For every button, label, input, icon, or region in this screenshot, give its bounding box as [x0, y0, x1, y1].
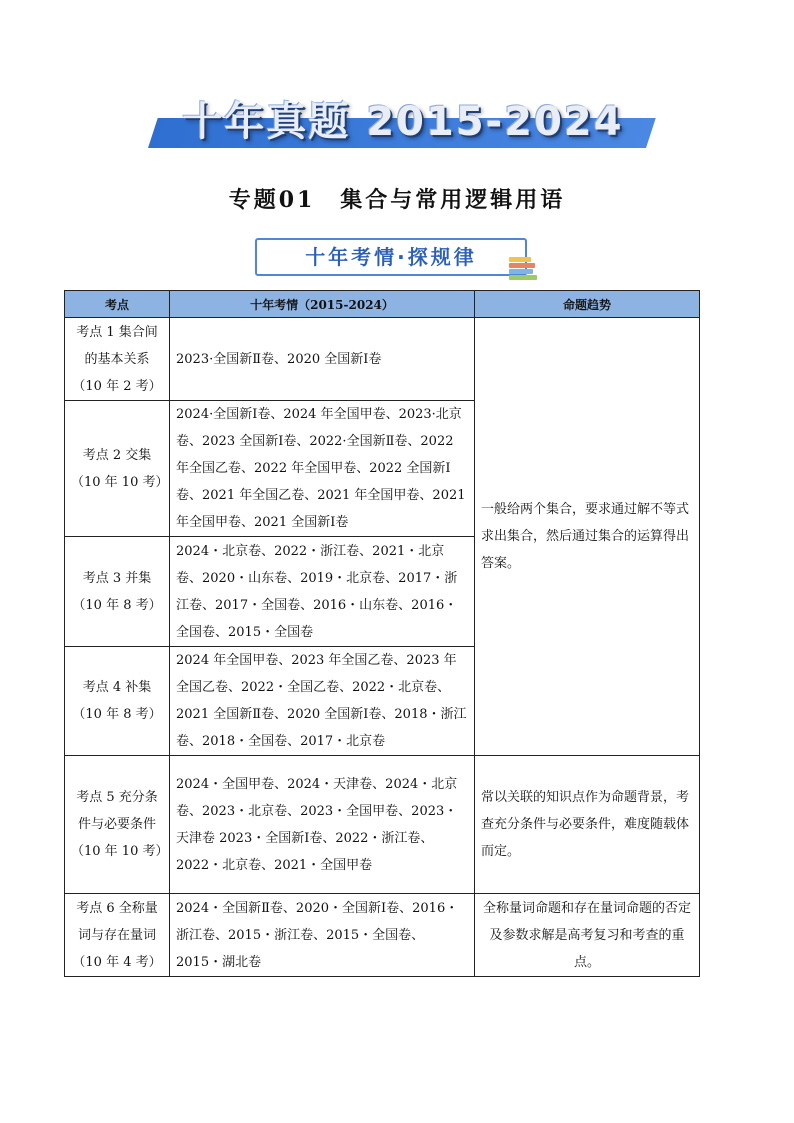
kaodian-cell: 考点 1 集合间的基本关系（10 年 2 考） [65, 318, 170, 401]
kaodian-cell: 考点 5 充分条件与必要条件（10 年 10 考） [65, 756, 170, 894]
years-cell: 2024・全国甲卷、2024・天津卷、2024・北京卷、2023・北京卷、2023・全国甲卷、2023・天津卷 2023・全国新Ⅰ卷、2022・浙江卷、2022・北京卷、2021・全国甲卷 [170, 756, 475, 894]
kaodian-cell: 考点 6 全称量词与存在量词（10 年 4 考） [65, 894, 170, 977]
subject-title: 专题01 集合与常用逻辑用语 [228, 187, 566, 213]
kaodian-cell: 考点 3 并集（10 年 8 考） [65, 537, 170, 647]
banner [148, 96, 646, 156]
section-label-box [255, 238, 527, 276]
years-cell: 2024·全国新Ⅰ卷、2024 年全国甲卷、2023·北京卷、2023 全国新Ⅰ卷、2022·全国新Ⅱ卷、2022 年全国乙卷、2022 年全国甲卷、2022 全国新Ⅰ卷、2021 年全国乙卷、2021 年全国甲卷、2021 年全国甲卷、2021 全国新Ⅰ卷 [170, 401, 475, 537]
trend-cell: 全称量词命题和存在量词命题的否定及参数求解是高考复习和考查的重点。 [475, 894, 700, 977]
years-cell: 2024・全国新Ⅱ卷、2020・全国新Ⅰ卷、2016・浙江卷、2015・浙江卷、2015・全国卷、2015・湖北卷 [170, 894, 475, 977]
table-row [65, 756, 700, 894]
table-row [65, 318, 700, 401]
years-cell: 2023·全国新Ⅱ卷、2020 全国新Ⅰ卷 [170, 318, 475, 401]
years-cell: 2024・北京卷、2022・浙江卷、2021・北京卷、2020・山东卷、2019・北京卷、2017・浙江卷、2017・全国卷、2016・山东卷、2016・全国卷、2015・全国卷 [170, 537, 475, 647]
books-icon [509, 257, 539, 279]
trend-cell: 一般给两个集合，要求通过解不等式求出集合，然后通过集合的运算得出答案。 [475, 318, 700, 756]
section-label: 十年考情·探规律 [305, 245, 477, 269]
kaodian-cell: 考点 4 补集（10 年 8 考） [65, 647, 170, 756]
header-trend: 命题趋势 [475, 291, 700, 318]
banner-title: 十年真题 2015-2024 [182, 99, 624, 145]
trend-cell: 常以关联的知识点作为命题背景，考查充分条件与必要条件，难度随载体而定。 [475, 756, 700, 894]
years-cell: 2024 年全国甲卷、2023 年全国乙卷、2023 年全国乙卷、2022・全国乙卷、2022・北京卷、2021 全国新Ⅱ卷、2020 全国新Ⅰ卷、2018・浙江卷、2018・全国卷、2017・北京卷 [170, 647, 475, 756]
table-header-row [65, 291, 700, 318]
table-row [65, 894, 700, 977]
exam-table [64, 290, 700, 977]
header-years: 十年考情（2015-2024） [170, 291, 475, 318]
header-kaodian: 考点 [65, 291, 170, 318]
kaodian-cell: 考点 2 交集（10 年 10 考） [65, 401, 170, 537]
